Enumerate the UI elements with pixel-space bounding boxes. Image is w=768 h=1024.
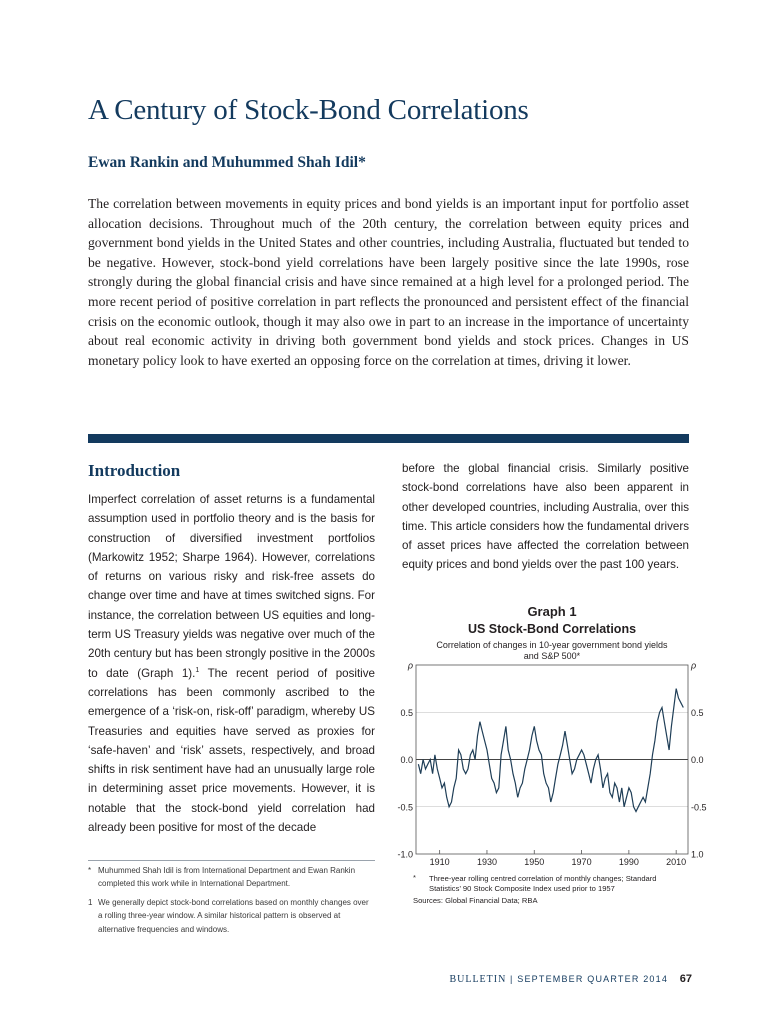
- article-title: A Century of Stock-Bond Correlations: [88, 94, 529, 126]
- tick-marks: [440, 850, 677, 854]
- body-text-part2: The recent period of positive correlations has been commonly ascribed to the emergence of a ‘risk-on, risk-off’ paradigm, whereby US Treasuries and equities have served as proxies for ‘safe-haven’ and ‘risk’ assets, respectively, and broad shifts in risk sentiment have had an unusually large role in determining asset price movements. However, it is notable that the stock-bond yield correlation had already been positive for most of the decade: [88, 666, 376, 835]
- article-authors: Ewan Rankin and Muhummed Shah Idil*: [88, 154, 366, 171]
- footnote-text: Muhummed Shah Idil is from International Department and Ewan Rankin completed this work while in International Department.: [98, 866, 356, 889]
- y-axis-right-labels: [690, 661, 707, 860]
- footer-bulletin: BULLETIN: [449, 974, 507, 985]
- body-column-left: [88, 490, 375, 837]
- x-tick-label: 1930: [476, 857, 497, 867]
- x-tick-label: 1950: [524, 857, 545, 867]
- footnote-author: [88, 864, 375, 891]
- article-abstract: The correlation between movements in equity prices and bond yields is an important input for portfolio asset allocation decisions. Throughout much of the 20th century, the correlation between equity prices and government bond yields in the United States and other countries, including Australia, fluctuated but tended to be negative. However, stock-bond yield correlations have been largely positive since the late 1990s, rose strongly during the global financial crisis and have since remained at a high level for a prolonged period. The more recent period of positive correlation in part reflects the pronounced and persistent effect of the financial crisis on the economic outlook, though it may also owe in part to an increase in the importance of uncertainty about real economic activity in driving both government bond yields and stock prices. Changes in US monetary policy look to have exerted an opposing force on the correlation at times, driving it lower.: [88, 196, 689, 368]
- footnote-mark: *: [88, 866, 92, 875]
- page-footer: [449, 973, 692, 985]
- x-axis-labels: [430, 857, 687, 867]
- page-number: 67: [679, 973, 692, 985]
- y-axis-left-labels: [397, 661, 413, 860]
- y-tick-label-left: 0.5: [400, 707, 413, 718]
- body-text-part1: Imperfect correlation of asset returns is a fundamental assumption used in portfolio theory and is the basis for construction of diversified investment portfolios (Markowitz 1952; Sharpe 1964). However, correlations of returns on various risky and risk-free assets do change over time and have at times switched signs. For instance, the correlation between US equities and long-term US Treasury yields was negative over much of the 20th century but has been strongly positive in the 2000s to date (Graph 1).: [88, 493, 375, 680]
- section-heading-introduction: Introduction: [88, 461, 181, 480]
- y-tick-label-right: 0.5: [691, 707, 704, 718]
- y-tick-label-right: ρ: [691, 660, 697, 671]
- y-tick-label-right: 1.0: [691, 849, 704, 860]
- footer-issue: | SEPTEMBER QUARTER 2014: [510, 974, 669, 984]
- graph-label: Graph 1: [527, 604, 577, 619]
- y-tick-label-right: -0.5: [691, 802, 707, 813]
- footnote-1: [88, 896, 375, 936]
- graph-note-mark: *: [413, 873, 416, 882]
- correlation-chart: [386, 660, 716, 870]
- footnote-divider: [88, 860, 375, 861]
- footnote-mark: 1: [88, 898, 93, 907]
- graph-subtitle-line2: and S&P 500*: [523, 651, 581, 661]
- y-tick-label-left: ρ: [407, 660, 413, 671]
- graph-subtitle-line1: Correlation of changes in 10-year government bond yields: [436, 640, 668, 650]
- y-tick-label-right: 0.0: [691, 755, 704, 765]
- y-tick-label-left: 0.0: [400, 755, 413, 765]
- footnote-text: We generally depict stock-bond correlations based on monthly changes over a rolling three-year window. A similar historical pattern is observed at alternative frequencies and windows.: [98, 898, 369, 934]
- graph-title: US Stock-Bond Correlations: [467, 622, 637, 636]
- x-tick-label: 2010: [666, 857, 687, 867]
- graph-note-line1: Three-year rolling centred correlation of monthly changes; Standard: [429, 874, 657, 883]
- series-line: [418, 689, 683, 812]
- y-tick-label-left: -0.5: [397, 802, 413, 813]
- graph-sources: Sources: Global Financial Data; RBA: [413, 896, 538, 905]
- y-tick-label-left: -1.0: [397, 849, 413, 860]
- section-divider: [88, 434, 689, 443]
- body-column-right: before the global financial crisis. Similarly positive stock-bond correlations have also been apparent in other developed countries, including Australia, over this time. This article considers how the fundamental drivers of asset prices have affected the correlation between equity prices and bond yields over the past 100 years.: [402, 462, 689, 572]
- x-tick-label: 1910: [429, 857, 450, 867]
- x-tick-label: 1970: [571, 857, 592, 867]
- graph-note-line2: Statistics’ 90 Stock Composite Index used prior to 1957: [429, 884, 615, 893]
- footnote-ref-1[interactable]: 1: [195, 666, 200, 674]
- x-tick-label: 1990: [618, 857, 639, 867]
